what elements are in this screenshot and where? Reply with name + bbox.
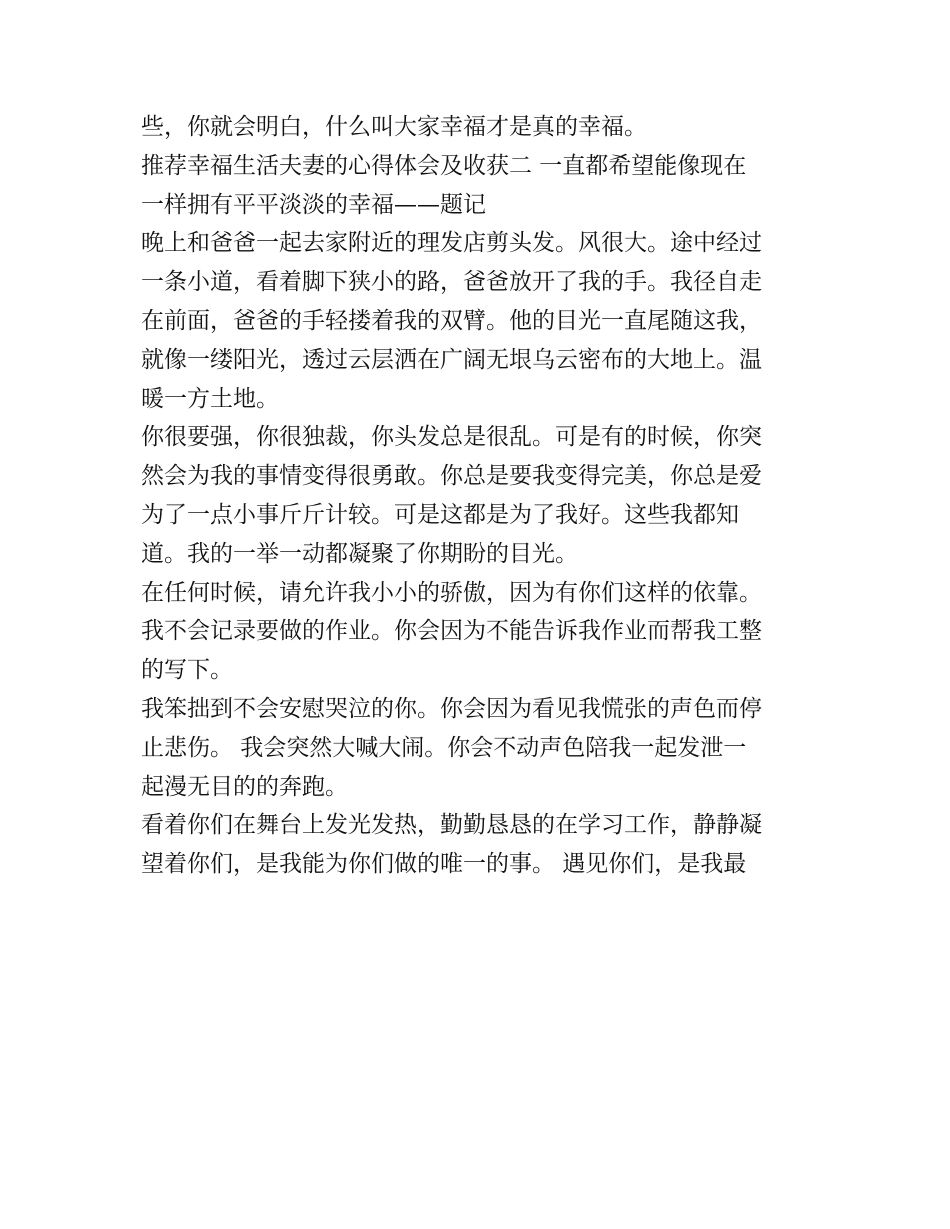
text-line: 在任何时候，请允许我小小的骄傲，因为有你们这样的依靠。 (141, 579, 762, 606)
text-line: 一样拥有平平淡淡的幸福——题记 (141, 191, 486, 218)
body-text (141, 108, 821, 884)
text-line: 的写下。 (141, 657, 233, 684)
text-line: 一条小道，看着脚下狭小的路，爸爸放开了我的手。我径自走 (141, 269, 762, 296)
text-line: 为了一点小事斤斤计较。可是这都是为了我好。这些我都知 (141, 501, 739, 528)
text-line: 止悲伤。 我会突然大喊大闹。你会不动声色陪我一起发泄一 (141, 734, 747, 761)
text-line: 看着你们在舞台上发光发热，勤勤恳恳的在学习工作，静静凝 (141, 812, 762, 839)
text-line: 望着你们，是我能为你们做的唯一的事。 遇见你们，是我最 (141, 851, 747, 878)
text-line: 我不会记录要做的作业。你会因为不能告诉我作业而帮我工整 (141, 618, 762, 645)
text-line: 就像一缕阳光，透过云层洒在广阔无垠乌云密布的大地上。温 (141, 346, 762, 373)
text-line: 我笨拙到不会安慰哭泣的你。你会因为看见我慌张的声色而停 (141, 695, 762, 722)
text-line: 在前面，爸爸的手轻搂着我的双臂。他的目光一直尾随这我， (141, 307, 762, 334)
text-line: 起漫无目的的奔跑。 (141, 773, 348, 800)
text-line: 推荐幸福生活夫妻的心得体会及收获二 一直都希望能像现在 (141, 152, 747, 179)
text-line: 道。我的一举一动都凝聚了你期盼的目光。 (141, 540, 578, 567)
text-line: 晚上和爸爸一起去家附近的理发店剪头发。风很大。途中经过 (141, 230, 762, 257)
text-line: 暖一方土地。 (141, 385, 279, 412)
text-line: 些，你就会明白，什么叫大家幸福才是真的幸福。 (141, 114, 647, 140)
text-line: 你很要强，你很独裁，你头发总是很乱。可是有的时候，你突 (141, 424, 762, 451)
text-line: 然会为我的事情变得很勇敢。你总是要我变得完美，你总是爱 (141, 463, 762, 490)
